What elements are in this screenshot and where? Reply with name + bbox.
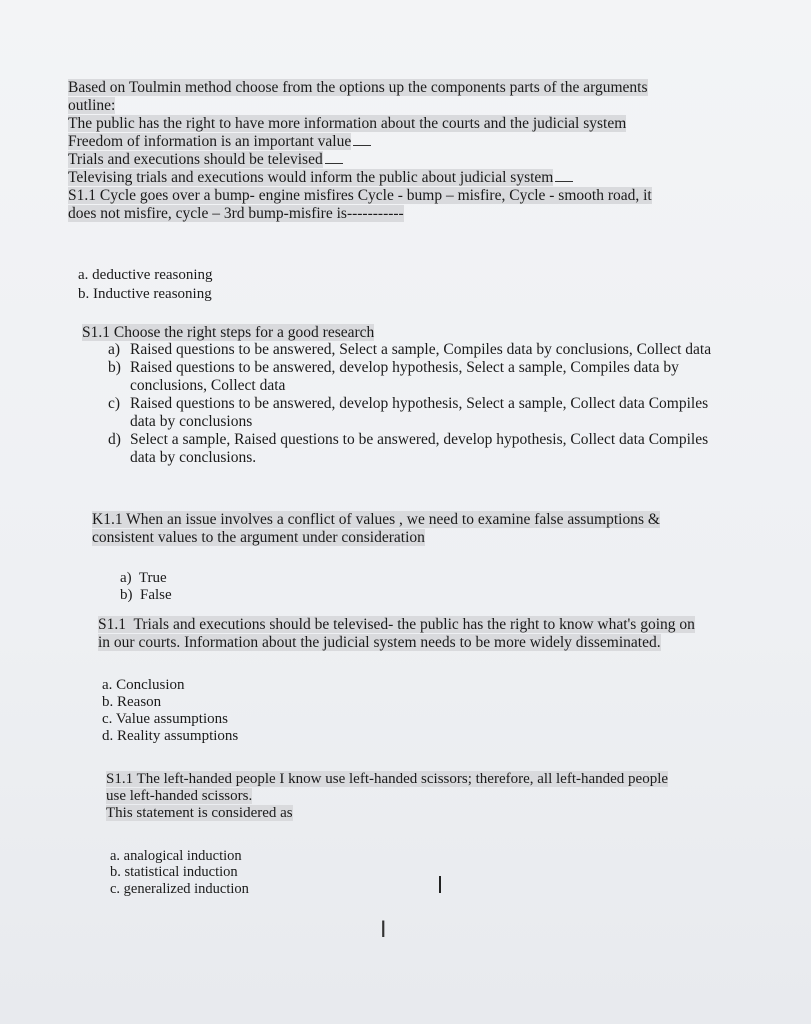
question-1-value-assumption: Freedom of information is an important value	[68, 133, 728, 151]
ibeam-cursor-icon: I	[380, 918, 387, 943]
question-4-line-1: S1.1 Trials and executions should be televised- the public has the right to know what's going on	[98, 616, 695, 633]
question-1-claim: The public has the right to have more information about the courts and the judicial system	[68, 115, 627, 132]
q4-option-c[interactable]: c. Value assumptions	[102, 711, 228, 727]
question-1-line-2: outline:	[68, 97, 116, 114]
q5-option-b[interactable]: b. statistical induction	[110, 864, 238, 880]
q2-option-c[interactable]: c) Raised questions to be answered, develop hypothesis, Select a sample, Collect data Compiles data by conclusions	[108, 395, 709, 430]
q5-option-a[interactable]: a. analogical induction	[110, 848, 242, 864]
q2-options	[108, 341, 720, 467]
text-cursor	[439, 876, 441, 893]
answer-blank[interactable]	[353, 133, 371, 146]
question-5-line-2: use left-handed scissors.	[106, 788, 253, 804]
question-1	[68, 79, 728, 223]
question-4-line-2: in our courts. Information about the judicial system needs to be more widely disseminated.	[98, 634, 661, 651]
question-3-line-2: consistent values to the argument under consideration	[92, 529, 425, 546]
q1-option-a[interactable]: a. deductive reasoning	[78, 267, 213, 283]
question-3-line-1: K1.1 When an issue involves a conflict of values , we need to examine false assumptions &	[92, 511, 660, 528]
q2-option-a[interactable]: a) Raised questions to be answered, Select a sample, Compiles data by conclusions, Collect data	[108, 341, 712, 358]
question-2-title: S1.1 Choose the right steps for a good research	[82, 324, 375, 341]
question-1-cycle-text: S1.1 Cycle goes over a bump- engine misfires Cycle - bump – misfire, Cycle - smooth road, it	[68, 187, 652, 204]
question-1-line-1: Based on Toulmin method choose from the options up the components parts of the arguments	[68, 79, 648, 96]
q4-option-b[interactable]: b. Reason	[102, 694, 162, 710]
q3-option-false[interactable]: b) False	[120, 587, 172, 603]
answer-blank[interactable]	[325, 151, 343, 164]
question-1-cycle-text-2: does not misfire, cycle – 3rd bump-misfire is-----------	[68, 205, 404, 222]
q4-option-d[interactable]: d. Reality assumptions	[102, 728, 239, 744]
q2-option-d[interactable]: d) Select a sample, Raised questions to be answered, develop hypothesis, Collect data Compiles data by conclusions.	[108, 431, 709, 466]
answer-blank[interactable]	[555, 169, 573, 182]
q2-option-b[interactable]: b) Raised questions to be answered, develop hypothesis, Select a sample, Compiles data by conclusions, Collect data	[108, 359, 679, 394]
q5-option-c[interactable]: c. generalized induction	[110, 881, 249, 897]
q1-option-b[interactable]: b. Inductive reasoning	[78, 286, 212, 302]
question-5-line-1: S1.1 The left-handed people I know use left-handed scissors; therefore, all left-handed people	[106, 771, 669, 787]
question-5-line-3: This statement is considered as	[106, 805, 293, 821]
q4-option-a[interactable]: a. Conclusion	[102, 677, 185, 693]
question-4	[98, 616, 695, 652]
q3-option-true[interactable]: a) True	[120, 570, 167, 586]
question-3	[92, 511, 660, 547]
question-1-grounds: Televising trials and executions would inform the public about judicial system	[68, 169, 728, 187]
question-1-reason: Trials and executions should be televised	[68, 151, 728, 169]
question-5	[106, 771, 668, 822]
